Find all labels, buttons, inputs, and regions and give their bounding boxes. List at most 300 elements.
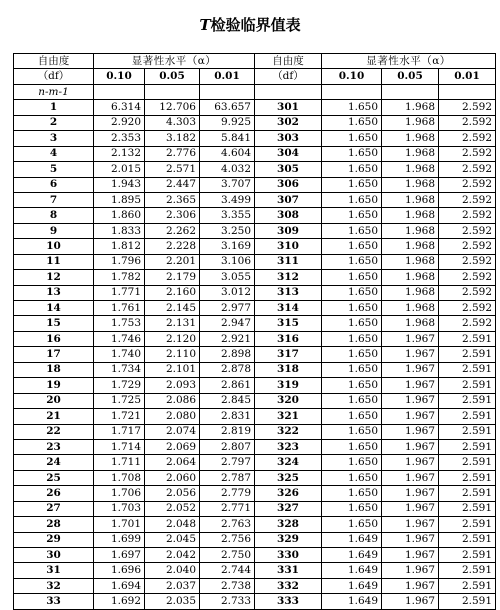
value-cell-left: 1.740 bbox=[94, 347, 145, 362]
value-cell-right: 2.591 bbox=[439, 393, 496, 408]
value-cell-left: 2.040 bbox=[145, 563, 200, 578]
value-cell-right: 1.650 bbox=[322, 270, 382, 285]
value-cell-right: 1.650 bbox=[322, 501, 382, 516]
empty-cell bbox=[439, 84, 496, 99]
value-cell-right: 2.591 bbox=[439, 378, 496, 393]
table-row bbox=[14, 254, 496, 269]
table-row bbox=[14, 517, 496, 532]
title-text: 检验临界值表 bbox=[210, 16, 301, 34]
value-cell-left: 5.841 bbox=[200, 131, 255, 146]
value-cell-left: 1.895 bbox=[94, 192, 145, 207]
value-cell-right: 1.967 bbox=[382, 594, 439, 609]
df-cell-right: 333 bbox=[255, 594, 322, 609]
value-cell-right: 2.592 bbox=[439, 115, 496, 130]
df-cell-right: 306 bbox=[255, 177, 322, 192]
value-cell-left: 2.145 bbox=[145, 301, 200, 316]
value-cell-right: 1.650 bbox=[322, 239, 382, 254]
value-cell-left: 2.228 bbox=[145, 239, 200, 254]
value-cell-left: 1.692 bbox=[94, 594, 145, 609]
df-cell-left: 10 bbox=[14, 239, 94, 254]
df-cell-left: 12 bbox=[14, 270, 94, 285]
value-cell-right: 1.650 bbox=[322, 316, 382, 331]
df-cell-left: 4 bbox=[14, 146, 94, 161]
df-cell-right: 303 bbox=[255, 131, 322, 146]
value-cell-left: 2.132 bbox=[94, 146, 145, 161]
value-cell-right: 1.650 bbox=[322, 208, 382, 223]
value-cell-right: 2.591 bbox=[439, 362, 496, 377]
value-cell-left: 2.110 bbox=[145, 347, 200, 362]
value-cell-right: 2.591 bbox=[439, 501, 496, 516]
value-cell-left: 2.819 bbox=[200, 424, 255, 439]
df-cell-right: 332 bbox=[255, 578, 322, 593]
value-cell-left: 2.831 bbox=[200, 409, 255, 424]
value-cell-right: 2.592 bbox=[439, 192, 496, 207]
value-cell-right: 2.591 bbox=[439, 455, 496, 470]
df-cell-left: 19 bbox=[14, 378, 94, 393]
value-cell-left: 2.131 bbox=[145, 316, 200, 331]
value-cell-right: 1.650 bbox=[322, 470, 382, 485]
df-cell-left: 18 bbox=[14, 362, 94, 377]
df-cell-right: 318 bbox=[255, 362, 322, 377]
header-row-2 bbox=[14, 69, 496, 84]
value-cell-right: 1.967 bbox=[382, 424, 439, 439]
df-cell-right: 323 bbox=[255, 439, 322, 454]
value-cell-right: 2.592 bbox=[439, 131, 496, 146]
value-cell-left: 2.977 bbox=[200, 301, 255, 316]
value-cell-right: 1.967 bbox=[382, 393, 439, 408]
value-cell-right: 1.650 bbox=[322, 285, 382, 300]
value-cell-right: 1.967 bbox=[382, 517, 439, 532]
significance-header-left: 显著性水平（α） bbox=[94, 54, 255, 69]
value-cell-left: 3.169 bbox=[200, 239, 255, 254]
df-cell-right: 322 bbox=[255, 424, 322, 439]
value-cell-left: 3.106 bbox=[200, 254, 255, 269]
value-cell-left: 1.833 bbox=[94, 223, 145, 238]
value-cell-right: 2.591 bbox=[439, 486, 496, 501]
df-cell-left: 17 bbox=[14, 347, 94, 362]
value-cell-right: 1.968 bbox=[382, 115, 439, 130]
value-cell-right: 1.968 bbox=[382, 208, 439, 223]
value-cell-right: 2.591 bbox=[439, 563, 496, 578]
table-row bbox=[14, 115, 496, 130]
level-001-right: 0.01 bbox=[439, 69, 496, 84]
empty-cell bbox=[382, 84, 439, 99]
value-cell-right: 1.968 bbox=[382, 146, 439, 161]
value-cell-left: 2.052 bbox=[145, 501, 200, 516]
value-cell-right: 1.967 bbox=[382, 486, 439, 501]
table-row bbox=[14, 362, 496, 377]
value-cell-right: 2.592 bbox=[439, 208, 496, 223]
value-cell-left: 2.738 bbox=[200, 578, 255, 593]
table-row bbox=[14, 301, 496, 316]
value-cell-left: 3.055 bbox=[200, 270, 255, 285]
value-cell-left: 1.706 bbox=[94, 486, 145, 501]
df-cell-left: 28 bbox=[14, 517, 94, 532]
df-cell-right: 314 bbox=[255, 301, 322, 316]
df-cell-right: 330 bbox=[255, 548, 322, 563]
df-cell-right: 313 bbox=[255, 285, 322, 300]
value-cell-left: 2.776 bbox=[145, 146, 200, 161]
value-cell-right: 2.592 bbox=[439, 316, 496, 331]
value-cell-left: 1.694 bbox=[94, 578, 145, 593]
df-cell-right: 312 bbox=[255, 270, 322, 285]
value-cell-left: 1.729 bbox=[94, 378, 145, 393]
value-cell-left: 2.733 bbox=[200, 594, 255, 609]
value-cell-right: 2.591 bbox=[439, 517, 496, 532]
value-cell-right: 1.650 bbox=[322, 162, 382, 177]
value-cell-left: 2.750 bbox=[200, 548, 255, 563]
value-cell-right: 1.968 bbox=[382, 177, 439, 192]
level-005-left: 0.05 bbox=[145, 69, 200, 84]
df-cell-right: 310 bbox=[255, 239, 322, 254]
value-cell-left: 2.845 bbox=[200, 393, 255, 408]
table-row bbox=[14, 439, 496, 454]
value-cell-left: 3.499 bbox=[200, 192, 255, 207]
significance-header-right: 显著性水平（α） bbox=[322, 54, 496, 69]
df-header-right: （df） bbox=[255, 69, 322, 84]
table-row bbox=[14, 470, 496, 485]
value-cell-right: 1.968 bbox=[382, 100, 439, 115]
header-row-1 bbox=[14, 54, 496, 69]
df-cell-right: 309 bbox=[255, 223, 322, 238]
table-row bbox=[14, 563, 496, 578]
value-cell-right: 1.968 bbox=[382, 162, 439, 177]
value-cell-right: 1.650 bbox=[322, 362, 382, 377]
value-cell-left: 2.179 bbox=[145, 270, 200, 285]
value-cell-left: 9.925 bbox=[200, 115, 255, 130]
value-cell-left: 1.860 bbox=[94, 208, 145, 223]
value-cell-right: 2.591 bbox=[439, 470, 496, 485]
value-cell-left: 2.807 bbox=[200, 439, 255, 454]
value-cell-right: 1.967 bbox=[382, 455, 439, 470]
df-cell-right: 328 bbox=[255, 517, 322, 532]
value-cell-right: 1.968 bbox=[382, 223, 439, 238]
df-cell-left: 27 bbox=[14, 501, 94, 516]
value-cell-left: 2.306 bbox=[145, 208, 200, 223]
df-cell-left: 22 bbox=[14, 424, 94, 439]
df-cell-right: 331 bbox=[255, 563, 322, 578]
df-cell-left: 26 bbox=[14, 486, 94, 501]
table-row bbox=[14, 578, 496, 593]
empty-cell bbox=[322, 84, 382, 99]
empty-cell bbox=[255, 84, 322, 99]
value-cell-left: 2.571 bbox=[145, 162, 200, 177]
value-cell-left: 2.048 bbox=[145, 517, 200, 532]
value-cell-right: 1.967 bbox=[382, 409, 439, 424]
df-cell-left: 2 bbox=[14, 115, 94, 130]
value-cell-left: 2.069 bbox=[145, 439, 200, 454]
value-cell-right: 1.967 bbox=[382, 501, 439, 516]
value-cell-left: 3.012 bbox=[200, 285, 255, 300]
value-cell-right: 1.967 bbox=[382, 578, 439, 593]
df-cell-right: 316 bbox=[255, 331, 322, 346]
table-row bbox=[14, 316, 496, 331]
value-cell-right: 1.967 bbox=[382, 439, 439, 454]
value-cell-left: 63.657 bbox=[200, 100, 255, 115]
value-cell-right: 1.650 bbox=[322, 115, 382, 130]
value-cell-left: 2.771 bbox=[200, 501, 255, 516]
df-cell-right: 315 bbox=[255, 316, 322, 331]
table-row bbox=[14, 285, 496, 300]
value-cell-right: 1.650 bbox=[322, 192, 382, 207]
table-body bbox=[14, 54, 496, 610]
value-cell-right: 1.650 bbox=[322, 455, 382, 470]
df-cell-left: 8 bbox=[14, 208, 94, 223]
df-cell-left: 33 bbox=[14, 594, 94, 609]
value-cell-right: 1.967 bbox=[382, 362, 439, 377]
value-cell-left: 1.782 bbox=[94, 270, 145, 285]
value-cell-right: 2.592 bbox=[439, 177, 496, 192]
df-cell-right: 319 bbox=[255, 378, 322, 393]
t-critical-table bbox=[13, 53, 496, 610]
df-cell-right: 302 bbox=[255, 115, 322, 130]
value-cell-right: 2.592 bbox=[439, 239, 496, 254]
value-cell-left: 2.056 bbox=[145, 486, 200, 501]
table-row bbox=[14, 532, 496, 547]
value-cell-left: 6.314 bbox=[94, 100, 145, 115]
value-cell-right: 2.592 bbox=[439, 162, 496, 177]
value-cell-left: 1.746 bbox=[94, 331, 145, 346]
value-cell-right: 1.968 bbox=[382, 192, 439, 207]
value-cell-left: 2.763 bbox=[200, 517, 255, 532]
value-cell-right: 1.968 bbox=[382, 301, 439, 316]
value-cell-right: 1.968 bbox=[382, 131, 439, 146]
value-cell-left: 2.353 bbox=[94, 131, 145, 146]
header-row-3 bbox=[14, 84, 496, 99]
freedom-header-left: 自由度 bbox=[14, 54, 94, 69]
table-row bbox=[14, 100, 496, 115]
df-cell-right: 307 bbox=[255, 192, 322, 207]
table-row bbox=[14, 347, 496, 362]
value-cell-right: 2.591 bbox=[439, 347, 496, 362]
df-cell-right: 311 bbox=[255, 254, 322, 269]
table-row bbox=[14, 501, 496, 516]
value-cell-left: 2.947 bbox=[200, 316, 255, 331]
title-t: T bbox=[199, 16, 211, 34]
table-row bbox=[14, 208, 496, 223]
value-cell-left: 2.898 bbox=[200, 347, 255, 362]
table-row bbox=[14, 424, 496, 439]
df-cell-left: 1 bbox=[14, 100, 94, 115]
df-cell-left: 13 bbox=[14, 285, 94, 300]
table-row bbox=[14, 455, 496, 470]
value-cell-right: 2.592 bbox=[439, 254, 496, 269]
df-cell-left: 5 bbox=[14, 162, 94, 177]
value-cell-right: 1.650 bbox=[322, 146, 382, 161]
df-cell-right: 304 bbox=[255, 146, 322, 161]
value-cell-right: 2.591 bbox=[439, 594, 496, 609]
value-cell-right: 1.650 bbox=[322, 131, 382, 146]
value-cell-left: 3.355 bbox=[200, 208, 255, 223]
value-cell-left: 1.796 bbox=[94, 254, 145, 269]
df-cell-left: 24 bbox=[14, 455, 94, 470]
value-cell-right: 1.649 bbox=[322, 563, 382, 578]
value-cell-left: 4.032 bbox=[200, 162, 255, 177]
value-cell-left: 3.707 bbox=[200, 177, 255, 192]
value-cell-left: 2.080 bbox=[145, 409, 200, 424]
df-cell-right: 320 bbox=[255, 393, 322, 408]
level-010-left: 0.10 bbox=[94, 69, 145, 84]
value-cell-right: 1.649 bbox=[322, 578, 382, 593]
value-cell-right: 1.968 bbox=[382, 285, 439, 300]
table-row bbox=[14, 409, 496, 424]
value-cell-right: 1.650 bbox=[322, 331, 382, 346]
value-cell-right: 2.591 bbox=[439, 409, 496, 424]
df-cell-left: 7 bbox=[14, 192, 94, 207]
value-cell-left: 1.761 bbox=[94, 301, 145, 316]
value-cell-left: 2.060 bbox=[145, 470, 200, 485]
value-cell-left: 2.120 bbox=[145, 331, 200, 346]
level-010-right: 0.10 bbox=[322, 69, 382, 84]
value-cell-left: 2.878 bbox=[200, 362, 255, 377]
df-cell-left: 20 bbox=[14, 393, 94, 408]
value-cell-left: 1.717 bbox=[94, 424, 145, 439]
df-cell-right: 317 bbox=[255, 347, 322, 362]
empty-cell bbox=[145, 84, 200, 99]
value-cell-right: 1.650 bbox=[322, 439, 382, 454]
value-cell-right: 1.650 bbox=[322, 409, 382, 424]
value-cell-right: 1.649 bbox=[322, 532, 382, 547]
value-cell-right: 1.967 bbox=[382, 563, 439, 578]
value-cell-left: 2.037 bbox=[145, 578, 200, 593]
table-row bbox=[14, 239, 496, 254]
value-cell-left: 3.250 bbox=[200, 223, 255, 238]
value-cell-left: 2.160 bbox=[145, 285, 200, 300]
value-cell-left: 1.701 bbox=[94, 517, 145, 532]
value-cell-left: 1.753 bbox=[94, 316, 145, 331]
value-cell-right: 1.650 bbox=[322, 424, 382, 439]
df-cell-left: 9 bbox=[14, 223, 94, 238]
value-cell-left: 2.744 bbox=[200, 563, 255, 578]
value-cell-left: 2.365 bbox=[145, 192, 200, 207]
df-cell-left: 6 bbox=[14, 177, 94, 192]
value-cell-right: 2.591 bbox=[439, 439, 496, 454]
table-row bbox=[14, 223, 496, 238]
value-cell-left: 2.035 bbox=[145, 594, 200, 609]
value-cell-right: 1.967 bbox=[382, 548, 439, 563]
df-cell-right: 305 bbox=[255, 162, 322, 177]
empty-cell bbox=[94, 84, 145, 99]
value-cell-left: 4.303 bbox=[145, 115, 200, 130]
df-cell-right: 326 bbox=[255, 486, 322, 501]
level-001-left: 0.01 bbox=[200, 69, 255, 84]
df-cell-right: 329 bbox=[255, 532, 322, 547]
value-cell-left: 1.812 bbox=[94, 239, 145, 254]
value-cell-left: 2.920 bbox=[94, 115, 145, 130]
table-row bbox=[14, 594, 496, 609]
value-cell-right: 1.968 bbox=[382, 316, 439, 331]
value-cell-left: 2.064 bbox=[145, 455, 200, 470]
value-cell-right: 1.967 bbox=[382, 378, 439, 393]
df-cell-left: 11 bbox=[14, 254, 94, 269]
table-row bbox=[14, 486, 496, 501]
value-cell-left: 1.734 bbox=[94, 362, 145, 377]
value-cell-left: 2.921 bbox=[200, 331, 255, 346]
table-row bbox=[14, 393, 496, 408]
value-cell-left: 2.086 bbox=[145, 393, 200, 408]
value-cell-left: 1.696 bbox=[94, 563, 145, 578]
value-cell-left: 4.604 bbox=[200, 146, 255, 161]
value-cell-left: 1.708 bbox=[94, 470, 145, 485]
value-cell-left: 1.771 bbox=[94, 285, 145, 300]
value-cell-right: 2.592 bbox=[439, 285, 496, 300]
value-cell-right: 1.650 bbox=[322, 177, 382, 192]
value-cell-left: 2.042 bbox=[145, 548, 200, 563]
table-row bbox=[14, 378, 496, 393]
freedom-header-right: 自由度 bbox=[255, 54, 322, 69]
value-cell-right: 1.968 bbox=[382, 239, 439, 254]
value-cell-left: 1.721 bbox=[94, 409, 145, 424]
value-cell-right: 1.968 bbox=[382, 254, 439, 269]
value-cell-right: 1.650 bbox=[322, 301, 382, 316]
value-cell-left: 1.703 bbox=[94, 501, 145, 516]
value-cell-right: 1.650 bbox=[322, 254, 382, 269]
df-cell-left: 16 bbox=[14, 331, 94, 346]
value-cell-right: 1.650 bbox=[322, 517, 382, 532]
table-row bbox=[14, 192, 496, 207]
df-cell-left: 31 bbox=[14, 563, 94, 578]
value-cell-left: 2.093 bbox=[145, 378, 200, 393]
value-cell-right: 1.650 bbox=[322, 486, 382, 501]
value-cell-right: 2.592 bbox=[439, 301, 496, 316]
value-cell-left: 2.262 bbox=[145, 223, 200, 238]
value-cell-left: 2.045 bbox=[145, 532, 200, 547]
value-cell-left: 1.725 bbox=[94, 393, 145, 408]
value-cell-right: 1.650 bbox=[322, 223, 382, 238]
value-cell-right: 2.591 bbox=[439, 578, 496, 593]
value-cell-left: 1.697 bbox=[94, 548, 145, 563]
df-cell-left: 25 bbox=[14, 470, 94, 485]
page-title bbox=[0, 14, 500, 35]
value-cell-left: 2.447 bbox=[145, 177, 200, 192]
nm-formula-cell: n-m-1 bbox=[14, 84, 94, 99]
df-cell-right: 327 bbox=[255, 501, 322, 516]
table-row bbox=[14, 270, 496, 285]
table-row bbox=[14, 146, 496, 161]
value-cell-left: 1.711 bbox=[94, 455, 145, 470]
df-cell-right: 321 bbox=[255, 409, 322, 424]
table-row bbox=[14, 131, 496, 146]
value-cell-right: 1.650 bbox=[322, 378, 382, 393]
value-cell-right: 2.592 bbox=[439, 270, 496, 285]
df-cell-left: 30 bbox=[14, 548, 94, 563]
table-row bbox=[14, 162, 496, 177]
value-cell-right: 1.967 bbox=[382, 331, 439, 346]
value-cell-left: 12.706 bbox=[145, 100, 200, 115]
value-cell-right: 1.650 bbox=[322, 347, 382, 362]
value-cell-right: 1.649 bbox=[322, 548, 382, 563]
empty-cell bbox=[200, 84, 255, 99]
value-cell-right: 2.591 bbox=[439, 424, 496, 439]
value-cell-right: 2.591 bbox=[439, 548, 496, 563]
value-cell-left: 2.201 bbox=[145, 254, 200, 269]
value-cell-left: 3.182 bbox=[145, 131, 200, 146]
value-cell-left: 2.787 bbox=[200, 470, 255, 485]
value-cell-right: 2.592 bbox=[439, 146, 496, 161]
value-cell-right: 2.592 bbox=[439, 223, 496, 238]
df-cell-left: 3 bbox=[14, 131, 94, 146]
value-cell-left: 2.015 bbox=[94, 162, 145, 177]
value-cell-left: 2.861 bbox=[200, 378, 255, 393]
df-header-left: （df） bbox=[14, 69, 94, 84]
value-cell-right: 2.591 bbox=[439, 331, 496, 346]
value-cell-right: 1.967 bbox=[382, 347, 439, 362]
value-cell-left: 1.714 bbox=[94, 439, 145, 454]
df-cell-left: 29 bbox=[14, 532, 94, 547]
table-row bbox=[14, 331, 496, 346]
table-row bbox=[14, 548, 496, 563]
df-cell-left: 15 bbox=[14, 316, 94, 331]
